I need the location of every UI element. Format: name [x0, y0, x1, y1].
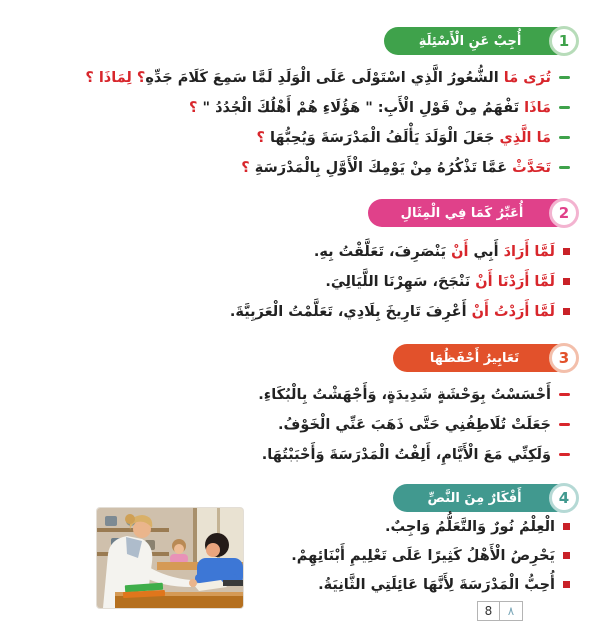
dash-bullet-icon: [559, 106, 570, 109]
text-segment: مَا الَّذِي: [494, 130, 551, 146]
text-segment: تَحَدَّثْ: [507, 160, 551, 176]
text-segment: الْعِلْمُ نُورٌ وَالتَّعَلُّمُ وَاجِبٌ.: [384, 519, 555, 535]
expression-item: [258, 410, 570, 440]
question-item: [85, 93, 570, 123]
page-number-arabic: ٨: [500, 601, 523, 621]
text-segment: تَفْهَمُ مِنْ قَوْلِ الْأَبِ: " هَؤُلَاءِ هُمْ أَهْلُكَ الْجُدُدُ ": [202, 100, 520, 116]
text-segment: ؟: [241, 160, 255, 176]
page-number: [477, 601, 523, 621]
question-list: [85, 63, 570, 183]
text-segment: وَلَكِنِّي مَعَ الْأَيَّامِ، أَلِفْتُ الْمَدْرَسَةَ وَأَحْبَبْتُهَا.: [261, 447, 551, 463]
section-banner-questions: [384, 27, 570, 55]
section-title: أُجِبْ عَنِ الْأَسْئِلَةِ: [418, 33, 522, 49]
expression-item: [258, 380, 570, 410]
text-segment: جَعَلَتْ تُلَاطِفُنِي حَتَّى ذَهَبَ عَنِّي الْخَوْفُ.: [278, 417, 551, 433]
classroom-photo: [97, 508, 243, 608]
dash-bullet-icon: [559, 393, 570, 396]
idea-item: [291, 513, 570, 542]
text-segment: لَمَّا أَرَدْنَا أَنْ: [470, 274, 555, 290]
section-number-circle: 1: [549, 26, 579, 56]
example-item: [230, 297, 570, 327]
section-number-circle: 4: [549, 483, 579, 513]
section-title: تَعَابِيرُ أَحْفَظُهَا: [429, 350, 520, 366]
section-title: أَفْكَارٌ مِنَ النَّصِّ: [427, 490, 522, 506]
dash-bullet-icon: [559, 76, 570, 79]
expression-item: [258, 440, 570, 470]
text-segment: ؟: [256, 130, 270, 146]
text-segment: أَحْسَسْتُ بِوَحْشَةٍ شَدِيدَةٍ، وَأَجْهَشْتُ بِالْبُكَاءِ.: [258, 387, 551, 403]
square-bullet-icon: [563, 308, 570, 315]
square-bullet-icon: [563, 581, 570, 588]
text-segment: لَمَّا أَرَادَ: [498, 244, 555, 260]
expression-list: [258, 380, 570, 470]
square-bullet-icon: [563, 248, 570, 255]
example-item: [230, 237, 570, 267]
section-banner-ideas: [393, 484, 570, 512]
section-title: أُعَبِّرُ كَمَا فِي الْمِثَالِ: [400, 205, 524, 221]
section-banner-expressions: [393, 344, 570, 372]
square-bullet-icon: [563, 552, 570, 559]
text-segment: عَمَّا تَذْكُرُهُ مِنْ يَوْمِكَ الْأَوَّلِ بِالْمَدْرَسَةِ: [254, 160, 508, 176]
text-segment: جَعَلَ الْوَلَدَ يَأْلَفُ الْمَدْرَسَةَ وَيُحِبُّهَا: [269, 130, 495, 146]
text-segment: نَنْجَحَ، سَهِرْنَا اللَّيَالِيَ.: [325, 274, 471, 290]
square-bullet-icon: [563, 523, 570, 530]
question-item: [85, 123, 570, 153]
question-item: [85, 153, 570, 183]
text-segment: ؟ لِمَاذَا ؟: [85, 70, 146, 86]
text-segment: يَنْصَرِفَ، تَعَلَّقْتُ بِهِ.: [313, 244, 447, 260]
idea-item: [291, 542, 570, 571]
front-desk: [115, 596, 243, 608]
text-segment: ؟: [189, 100, 203, 116]
dash-bullet-icon: [559, 136, 570, 139]
dash-bullet-icon: [559, 166, 570, 169]
question-item: [85, 63, 570, 93]
idea-item: [291, 571, 570, 600]
text-segment: يَحْرِصُ الْأَهْلُ كَثِيرًا عَلَى تَعْلِيمِ أَبْنَائِهِمْ.: [291, 548, 555, 564]
text-segment: لَمَّا أَرَدْتُ أَنْ: [466, 304, 555, 320]
text-segment: أَنْ: [446, 244, 469, 260]
text-segment: أَعْرِفَ تَارِيخَ بِلَادِي، تَعَلَّمْتُ الْعَرَبِيَّةَ.: [229, 304, 467, 320]
dash-bullet-icon: [559, 423, 570, 426]
square-bullet-icon: [563, 278, 570, 285]
section-number-circle: 2: [549, 198, 579, 228]
example-item: [230, 267, 570, 297]
section-number-circle: 3: [549, 343, 579, 373]
text-segment: الشُّعُورُ الَّذِي اسْتَوْلَى عَلَى الْوَلَدِ لَمَّا سَمِعَ كَلَامَ جَدِّهِ: [145, 70, 499, 86]
dash-bullet-icon: [559, 453, 570, 456]
example-list: [230, 237, 570, 327]
text-segment: مَاذَا: [519, 100, 551, 116]
text-segment: أُحِبُّ الْمَدْرَسَةَ لِأَنَّهَا عَائِلَتِي الثَّانِيَةُ.: [318, 577, 555, 593]
page-number-latin: 8: [477, 601, 500, 621]
idea-list: [291, 513, 570, 600]
section-banner-express: [368, 199, 570, 227]
text-segment: تُرَى مَا: [498, 70, 551, 86]
text-segment: أَبِي: [468, 244, 499, 260]
